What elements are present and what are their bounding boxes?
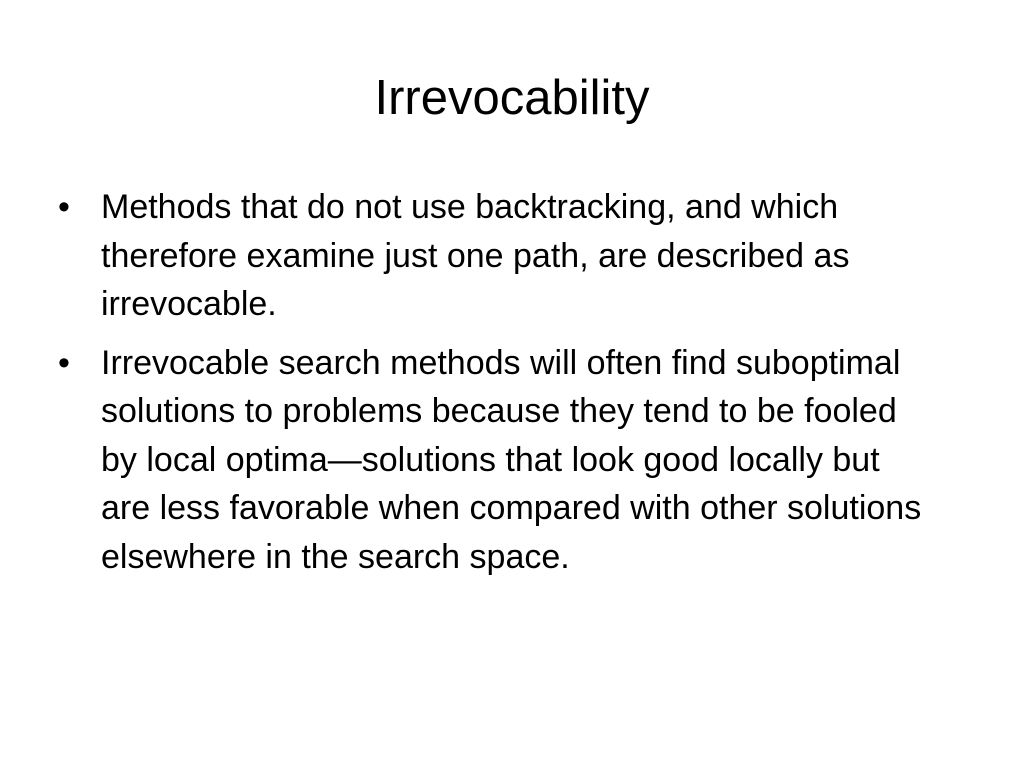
bullet-item (58, 183, 938, 329)
bullet-item (58, 339, 938, 582)
bullet-text: Irrevocable search methods will often find suboptimal solutions to problems because they tend to be fooled by local optima—solutions that look good locally but are less favorable when compared with other solutions elsewhere in the search space. (101, 343, 922, 576)
bullet-list (58, 183, 938, 591)
bullet-icon: • (58, 188, 70, 226)
slide-title: Irrevocability (374, 71, 650, 125)
bullet-text: Methods that do not use backtracking, and which therefore examine just one path, are described as irrevocable. (101, 188, 850, 323)
bullet-icon: • (58, 343, 70, 382)
